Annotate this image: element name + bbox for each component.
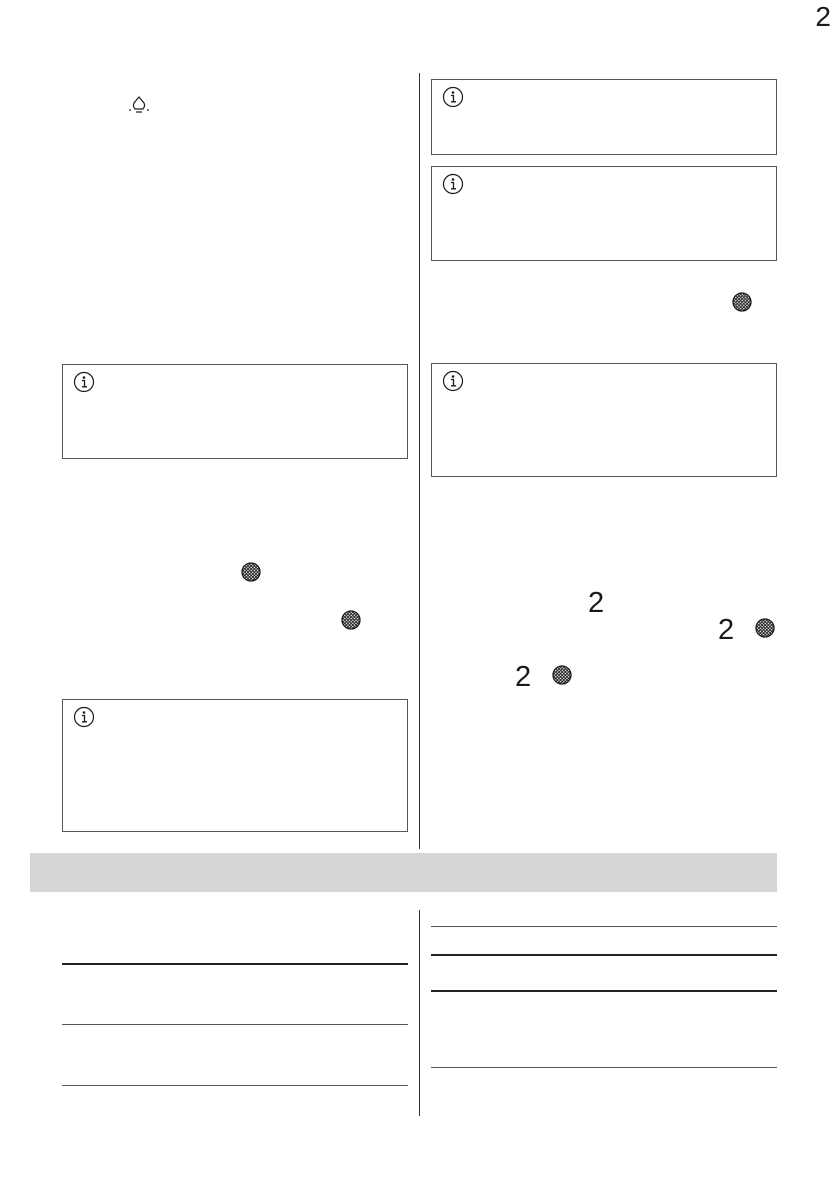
note-box-right-2 [431, 166, 777, 261]
page-number: 2 [815, 1, 831, 32]
info-icon [442, 86, 464, 108]
note-box-left-2 [62, 699, 408, 832]
column-divider-bottom [419, 910, 420, 1116]
info-icon [73, 706, 95, 728]
hatched-circle-icon [340, 609, 362, 631]
hatched-circle-icon [754, 617, 776, 639]
table-rule [431, 1067, 777, 1068]
hatched-circle-icon [731, 291, 753, 313]
section-header-band [30, 853, 777, 892]
digit-two: 2 [588, 587, 605, 619]
note-box-right-1 [431, 79, 777, 155]
table-rule [431, 926, 777, 927]
table-rule [62, 963, 408, 965]
info-icon [73, 371, 95, 393]
table-rule [62, 1024, 408, 1025]
digit-two: 2 [718, 614, 735, 646]
column-divider-top [419, 73, 420, 849]
bulb-icon [127, 94, 151, 116]
info-icon [442, 370, 464, 392]
hatched-circle-icon [240, 561, 262, 583]
table-rule [431, 954, 777, 956]
info-icon [442, 173, 464, 195]
table-rule [62, 1085, 408, 1086]
table-rule [431, 990, 777, 992]
hatched-circle-icon [551, 664, 573, 686]
digit-two: 2 [515, 661, 532, 693]
note-box-left-1 [62, 364, 408, 459]
note-box-right-3 [431, 363, 777, 477]
